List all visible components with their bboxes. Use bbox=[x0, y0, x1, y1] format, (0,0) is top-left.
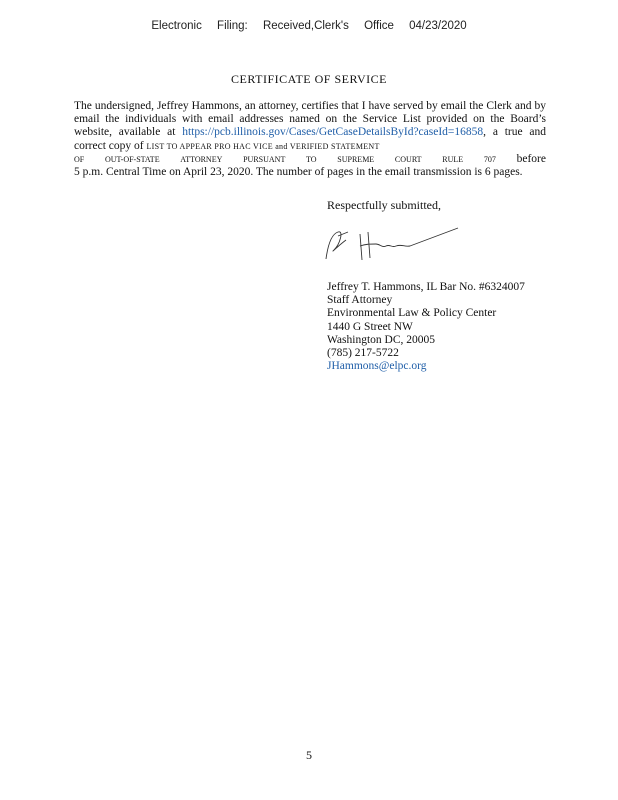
certificate-body bbox=[74, 100, 546, 179]
caps-word: 707 bbox=[483, 154, 496, 164]
email-link[interactable]: JHammons@elpc.org bbox=[327, 360, 427, 373]
body-text-copy: , a true and correct copy of bbox=[74, 126, 546, 152]
body-text-final: 5 p.m. Central Time on April 23, 2020. The number of pages in the email transmission is 6 pages. bbox=[74, 166, 523, 179]
motion-title-line2 bbox=[74, 153, 546, 166]
body-text-intro: The undersigned, Jeffrey Hammons, an attorney, certifies that I have served by email the Clerk and by email the individuals with email addresses named on the Service List provided on the Board’s website, available at bbox=[74, 100, 546, 139]
signature-block bbox=[327, 281, 525, 373]
city-address: Washington DC, 20005 bbox=[327, 333, 436, 346]
handwritten-signature bbox=[318, 214, 468, 269]
before-word: before bbox=[516, 152, 546, 165]
organization: Environmental Law & Policy Center bbox=[327, 307, 497, 320]
caps-word: PURSUANT bbox=[243, 154, 286, 164]
caps-word: TO bbox=[306, 154, 317, 164]
header-electronic: Electronic bbox=[151, 20, 202, 32]
closing-text: Respectfully submitted, bbox=[327, 198, 441, 212]
caps-word: ATTORNEY bbox=[180, 154, 223, 164]
attorney-title: Staff Attorney bbox=[327, 294, 393, 307]
document-title: CERTIFICATE OF SERVICE bbox=[231, 72, 387, 86]
phone-number: (785) 217-5722 bbox=[327, 347, 399, 360]
caps-word: OF bbox=[74, 154, 85, 164]
header-received: Received,Clerk's bbox=[262, 20, 349, 32]
header-filing: Filing: bbox=[217, 20, 248, 32]
caps-word: COURT bbox=[394, 154, 422, 164]
header-date: 04/23/2020 bbox=[409, 20, 467, 32]
motion-title-part1: LIST TO APPEAR PRO HAC VICE and VERIFIED STATEMENT bbox=[146, 141, 380, 151]
street-address: 1440 G Street NW bbox=[327, 320, 413, 333]
caps-word: OUT-OF-STATE bbox=[104, 154, 160, 164]
attorney-name: Jeffrey T. Hammons, IL Bar No. #6324007 bbox=[327, 281, 525, 293]
filing-header bbox=[0, 20, 618, 32]
caps-word: RULE bbox=[442, 154, 464, 164]
service-list-link[interactable]: https://pcb.illinois.gov/Cases/GetCaseDetailsById?caseId=16858 bbox=[182, 126, 484, 139]
header-office: Office bbox=[364, 20, 394, 32]
page-number: 5 bbox=[306, 748, 312, 762]
caps-word: SUPREME bbox=[337, 154, 375, 164]
